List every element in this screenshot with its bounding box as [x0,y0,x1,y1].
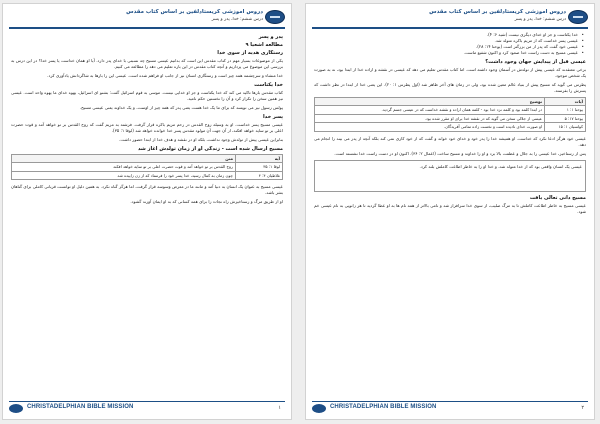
table-cell: یوحنا ۱۷: ۵ [545,114,586,122]
paragraph: پس از رستاخیز، خدا عیسی را به جلال و عظمت بالا برد و او را خداوند و مسیح ساخت (اعمال ۲: ۳۶). اکنون او در دست راست خدا نشسته است. [334,150,586,156]
section-heading: خدا یکتاست [254,82,283,88]
header-divider [312,27,588,29]
page-header [9,8,285,34]
table-cell: عیسی از جلالی سخن می گوید که در نقشه خدا برای او مقرر شده بود. [315,114,545,122]
course-subtitle: درس ششم: خدا، پدر و پسر [514,17,566,22]
footer-mission-name: CHRISTADELPHIAN BIBLE MISSION [330,404,437,410]
summary-box-text: عیسی یک انسان واقعی بود که از خدا متولد شد، و خدا او را به خاطر اطاعت کاملش بلند کرد. [419,163,582,169]
footer-divider [312,401,588,402]
paragraph: او از طریق مرگ و رستاخیزش راه نجات را برای همه کسانی که به او ایمان آورند گشود. [130,199,283,205]
section-heading: مطالعه اشعیا ۹ [245,42,283,48]
summary-box-spacer [318,170,582,188]
table-cell: یوحنا ۱: ۱ [545,106,586,114]
page-footer [312,401,588,415]
paragraph: بنابراین عیسی پیش از تولدش وجود نداشت، بلکه او در نقشه و هدف خدا از ابتدا حضور داشت. [118,137,283,142]
paragraph: عیسی مسیح به خاطر اطاعت کاملش تا به مرگ صلیب، از سوی خدا سرافراز شد و نامی بالاتر از همه نام ها به او عطا گردید تا هر زانویی به نام عیسی خم شود. [314,202,586,214]
section-heading: عیسی قبل از پیدایش جهان وجود داشت؟ [485,59,586,65]
footer-logo-icon [312,404,326,413]
table-row [315,114,586,122]
paragraph: خدا منشاء و سرچشمه همه چیز است و رستگاری انسان نیز از جانب او فراهم شده است. عیسی این را بارها به شاگردانش یادآوری کرد. [47,73,283,78]
section-heading: مسیح ارسال شده است - زندگی او از زمان تولدش آغاز شد [138,146,283,152]
page-one-content [11,32,283,397]
bullet-item: • عیسی خود گفت که پدر از من بزرگتر است (یوحنا ۱۴: ۲۸). [314,44,578,50]
section-heading: رستگاری هدیه از سوی خدا [217,50,283,56]
table-row [12,163,283,171]
table-header-row [12,155,283,163]
table-row [315,106,586,114]
page-header [312,8,588,34]
paragraph: عیسی مسیح به عنوان یک انسان به دنیا آمد و مانند ما در معرض وسوسه قرار گرفت، اما هرگز گناه نکرد. به همین دلیل او توانست قربانی کاملی برای گناهان بشر باشد. [11,184,283,196]
table-header-cell: آیه [235,155,282,163]
table-cell: کولسیان ۱: ۱۵ [545,123,586,131]
bullet-item: • خدا یکتاست و جز او خدای دیگری نیست (تثنیه ۶: ۴). [314,32,578,38]
paragraph: کتاب مقدس بارها تاکید می کند که خدا یکتاست و جز او خدایی نیست. موسی به قوم اسرائیل گفت: بشنو ای اسرائیل، یهوه خدای ما یهوه واحد است. عیسی نیز همین سخن را تکرار کرد و آن را نخستین حکم نامید. [11,90,283,101]
paragraph: پطرس می گوید که مسیح پیش از بنیاد عالم معین شده بود، ولی در زمان های آخر ظاهر شد (اول پطرس ۱: ۲۰). این یعنی خدا از ابتدا در نظر داشت که پسرش را بفرستد. [314,82,586,93]
table-row [315,123,586,131]
table-header-row [315,98,586,106]
course-subtitle: درس ششم: خدا، پدر و پسر [211,17,263,22]
table-header-cell: توضیح [315,98,545,106]
table-row [12,171,283,179]
paragraph: برخی معتقدند که عیسی پیش از تولدش در آسمان وجود داشته است. اما کتاب مقدس تعلیم می دهد که عیسی در نقشه و اراده خدا از ابتدا بود، نه به صورت یک شخص موجود. [314,67,586,78]
header-divider [9,27,285,29]
page-two-content [314,32,586,397]
bullet-item: • عیسی مسیح به دست راست خدا صعود کرد و اکنون شفیع ماست. [314,50,578,56]
paragraph: عیسی مسیح پسر خداست. او به وسیله روح القدس در رحم مریم باکره قرار گرفت. فرشته به مریم گفت که روح القدس بر تو خواهد آمد و قوت حضرت اعلی بر تو سایه خواهد افکند، از آن جهت آن مولود مقدس پسر خدا خوانده خواهد شد (لوقا ۱: ۳۵). [11,122,283,133]
footer-divider [9,401,285,402]
table-cell: روح القدس بر تو خواهد آمد و قوت حضرت اعلی بر تو سایه خواهد افکند [12,163,236,171]
paragraph: یکی از موضوعات بسیار مهم در کتاب مقدس این است که بدانیم عیسی مسیح چه نسبتی با خدای پدر دارد. آیا او همان خداست یا پسر خدا؟ در این درس به بررسی این موضوع می پردازیم و آنچه کتاب مقدس در این باره تعلیم می دهد را مطالعه می کنیم. [11,58,283,69]
section-heading: پسر خدا [262,114,283,120]
bullet-list [314,32,586,56]
verse-table [314,97,586,132]
footer-logo-icon [9,404,23,413]
course-title: دروس آموزشی کریستادلفین بر اساس کتاب مقدس [126,9,263,15]
table-cell: او صورت خدای نادیده است و نخست زاده تمامی آفریدگان. [315,123,545,131]
paragraph: پولس رسول نیز می نویسد که برای ما یک خدا هست یعنی پدر که همه چیز از اوست، و یک خداوند یعنی عیسی مسیح. [79,105,283,110]
page-two [305,3,595,420]
section-heading: پدر و پسر [258,34,283,40]
table-cell: غلاطیان ۴: ۴ [235,171,282,179]
mission-logo-icon [568,10,588,24]
footer-mission-name: CHRISTADELPHIAN BIBLE MISSION [27,404,134,410]
table-cell: چون زمان به کمال رسید، خدا پسر خود را فرستاد که از زن زاییده شد [12,171,236,179]
course-title: دروس آموزشی کریستادلفین بر اساس کتاب مقدس [429,9,566,15]
mission-logo-icon [265,10,285,24]
section-heading: مسیح دانی تعالی یافت [529,194,586,201]
page-one [2,3,292,420]
page-number: ۱ [278,405,281,411]
summary-box [314,160,586,192]
table-header-cell: آیات [545,98,586,106]
table-cell: در ابتدا کلمه بود و کلمه نزد خدا بود - کلمه همان اراده و نقشه خداست که در عیسی جسم گردید. [315,106,545,114]
paragraph: عیسی خود هرگز ادعا نکرد که خداست. او همیشه خدا را پدر خود و خدای خود خواند و گفت که از خود کاری نمی کند بلکه آنچه از پدر می بیند را انجام می دهد. [314,135,586,147]
page-footer [9,401,285,415]
page-number: ۲ [581,405,584,411]
table-header-cell: متن [12,155,236,163]
verse-table [11,154,283,180]
bullet-item: • عیسی پسر خداست که از مریم باکره متولد شد. [314,38,578,44]
table-cell: لوقا ۱: ۳۵ [235,163,282,171]
